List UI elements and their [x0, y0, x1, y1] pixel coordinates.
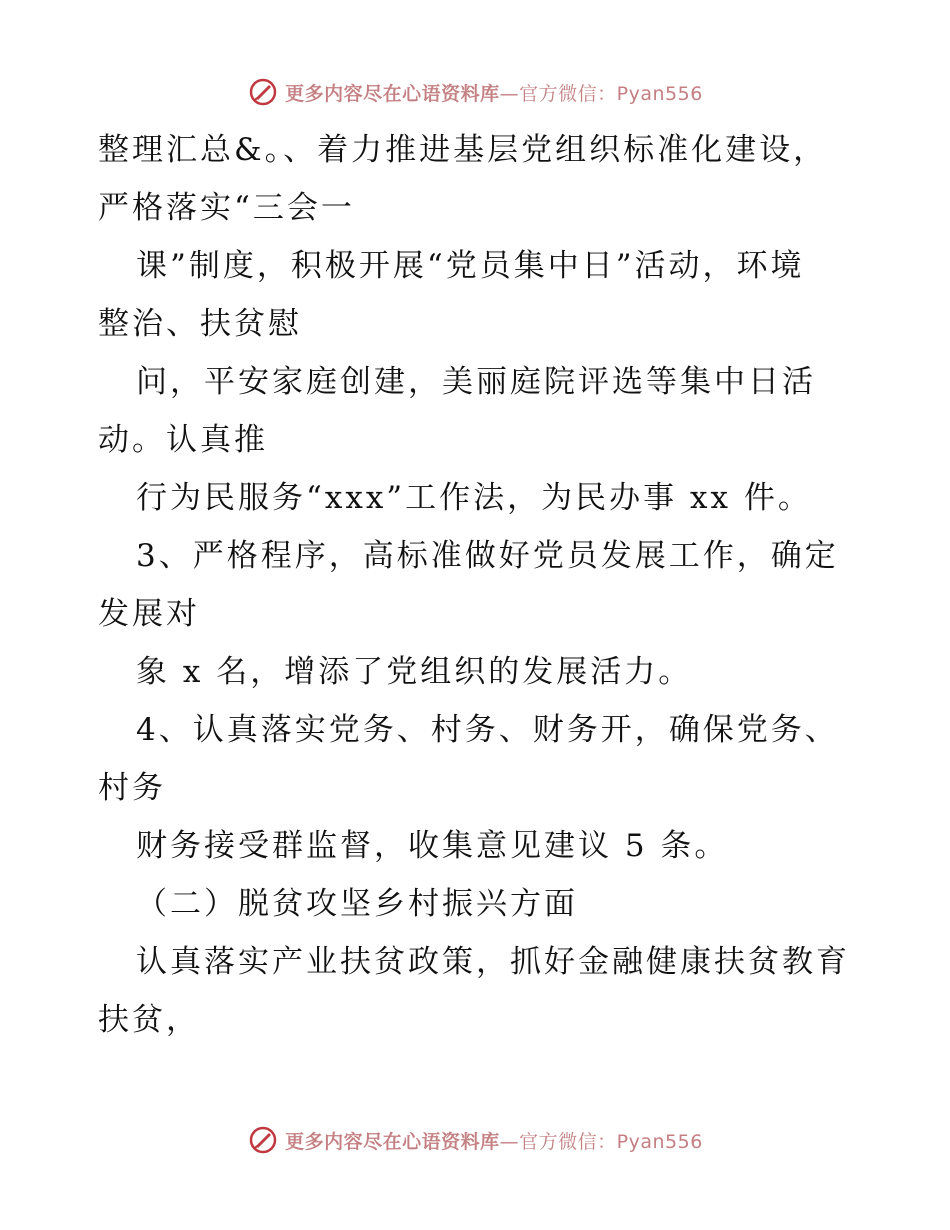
paragraph-line: 村务: [98, 770, 166, 806]
section-heading: （二）脱贫攻坚乡村振兴方面: [136, 886, 578, 922]
paragraph-line: 4、认真落实党务、村务、财务开，确保党务、: [136, 712, 839, 748]
watermark-text: 更多内容尽在心语资料库—官方微信：Pyan556: [285, 1130, 703, 1153]
watermark-text: 更多内容尽在心语资料库—官方微信：Pyan556: [285, 82, 703, 105]
header-watermark: [0, 72, 950, 112]
paragraph-line: 行为民服务“xxx”工作法，为民办事 xx 件。: [136, 480, 812, 516]
paragraph-line: 整理汇总&。、着力推进基层党组织标准化建设，: [98, 132, 828, 168]
paragraph-line: 3、严格程序，高标准做好党员发展工作，确定: [136, 538, 839, 574]
paragraph-line: 象 x 名，增添了党组织的发展活力。: [136, 654, 693, 690]
paragraph-line: 课”制度，积极开展“党员集中日”活动，环境: [136, 248, 805, 284]
paragraph-line: 动。认真推: [98, 422, 268, 458]
paragraph-line: 扶贫，: [98, 1002, 200, 1038]
quill-logo-icon: [247, 76, 279, 108]
paragraph-line: 整治、扶贫慰: [98, 306, 302, 342]
quill-logo-icon: [247, 1124, 279, 1156]
paragraph-line: 发展对: [98, 596, 200, 632]
paragraph-line: 问，平安家庭创建，美丽庭院评选等集中日活: [136, 364, 816, 400]
footer-watermark: [0, 1120, 950, 1160]
paragraph-line: 严格落实“三会一: [98, 190, 355, 226]
paragraph-line: 认真落实产业扶贫政策，抓好金融健康扶贫教育: [136, 944, 850, 980]
paragraph-line: 财务接受群监督，收集意见建议 5 条。: [136, 828, 729, 864]
